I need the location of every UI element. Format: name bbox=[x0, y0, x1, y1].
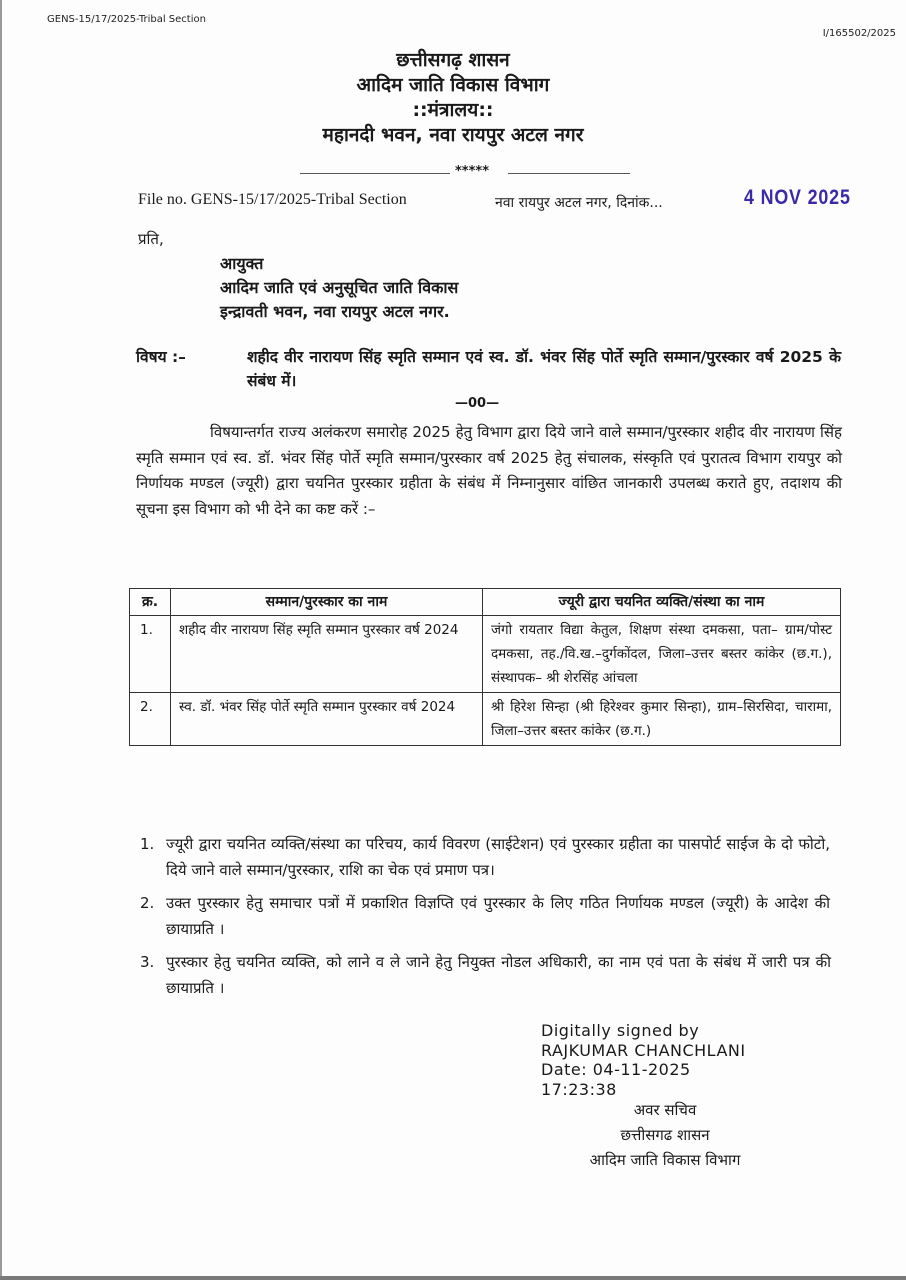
subject-divider: —00— bbox=[455, 396, 500, 411]
digital-signature-date: Date: 04-11-2025 bbox=[541, 1060, 691, 1079]
separator-stars: ***** bbox=[455, 164, 489, 179]
page-edge-bottom bbox=[0, 1276, 906, 1280]
table-row bbox=[130, 693, 841, 746]
table-header-row bbox=[130, 589, 841, 616]
file-number: File no. GENS-15/17/2025-Tribal Section bbox=[138, 191, 407, 208]
file-ref-small: GENS-15/17/2025-Tribal Section bbox=[47, 14, 206, 25]
place-date-label: नवा रायपुर अटल नगर, दिनांक... bbox=[495, 195, 663, 211]
digital-signature bbox=[541, 1021, 746, 1099]
letterhead-department: आदिम जाति विकास विभाग bbox=[356, 74, 550, 96]
requirements-list bbox=[140, 832, 830, 1009]
table-row bbox=[130, 616, 841, 693]
requirement-text: उक्त पुरस्कार हेतु समाचार पत्रों में प्रकाशित विज्ञप्ति एवं पुरस्कार के लिए गठित निर्णायक मण्डल (ज्यूरी) के आदेश की छायाप्रति । bbox=[166, 894, 830, 938]
row-serial: 2. bbox=[130, 693, 171, 746]
signatory-block bbox=[540, 1098, 790, 1173]
recipient-line: इन्द्रावती भवन, नवा रायपुर अटल नगर. bbox=[220, 302, 450, 321]
letterhead-ministry: ::मंत्रालय:: bbox=[412, 99, 494, 121]
signatory-government: छत्तीसगढ शासन bbox=[620, 1126, 710, 1144]
letterhead-separator bbox=[300, 165, 630, 179]
requirement-text: पुरस्कार हेतु चयनित व्यक्ति, को लाने व ले जाने हेतु नियुक्त नोडल अधिकारी, का नाम एवं पता के संबंध में जारी पत्र की छायाप्रति । bbox=[166, 953, 831, 997]
signatory-department: आदिम जाति विकास विभाग bbox=[589, 1151, 741, 1169]
requirement-number: 3. bbox=[140, 953, 155, 971]
digital-signature-time: 17:23:38 bbox=[541, 1079, 617, 1099]
separator-line-left bbox=[300, 173, 450, 174]
row-recipient: श्री हिरेश सिन्हा (श्री हिरेश्वर कुमार सिन्हा), ग्राम–सिरसिदा, चारामा, जिला–उत्तर बस्तर कांकेर (छ.ग.) bbox=[483, 693, 841, 746]
row-serial: 1. bbox=[130, 616, 171, 693]
recipient-prefix: प्रति, bbox=[138, 230, 164, 248]
header-recipient-name: ज्यूरी द्वारा चयनित व्यक्ति/संस्था का नाम bbox=[483, 589, 841, 616]
requirement-item bbox=[140, 950, 831, 1001]
awards-table bbox=[129, 588, 841, 746]
requirement-number: 2. bbox=[140, 894, 155, 912]
receipt-number: I/165502/2025 bbox=[822, 28, 896, 39]
separator-line-right bbox=[508, 173, 630, 174]
digital-signature-signer: RAJKUMAR CHANCHLANI bbox=[541, 1040, 746, 1060]
digital-signature-caption: Digitally signed by bbox=[541, 1021, 700, 1040]
subject bbox=[136, 345, 841, 393]
letterhead bbox=[0, 48, 906, 148]
body-paragraph: विषयान्तर्गत राज्य अलंकरण समारोह 2025 हेतु विभाग द्वारा दिये जाने वाले सम्मान/पुरस्कार शहीद वीर नारायण सिंह स्मृति सम्मान एवं स्व. डॉ. भंवर सिंह पोर्ते स्मृति सम्मान/पुरस्कार वर्ष 2025 हेतु संचालक, संस्कृति एवं पुरातत्व विभाग रायपुर को निर्णायक मण्डल (ज्यूरी) द्वारा चयनित पुरस्कार ग्रहीता के संबंध में निम्नानुसार वांछित जानकारी उपलब्ध कराते हुए, तदाशय की सूचना इस विभाग को भी देने का कष्ट करें :– bbox=[136, 423, 842, 518]
letterhead-government: छत्तीसगढ़ शासन bbox=[396, 49, 510, 71]
requirement-item bbox=[140, 891, 830, 942]
recipient-address bbox=[220, 252, 458, 324]
header-award-name: सम्मान/पुरस्कार का नाम bbox=[171, 589, 483, 616]
subject-label: विषय :– bbox=[136, 348, 186, 366]
date-stamp: 4 NOV 2025 bbox=[744, 186, 851, 209]
letterhead-address: महानदी भवन, नवा रायपुर अटल नगर bbox=[322, 124, 584, 146]
row-award-name: स्व. डॉ. भंवर सिंह पोर्ते स्मृति सम्मान पुरस्कार वर्ष 2024 bbox=[171, 693, 483, 746]
row-recipient: जंगो रायतार विद्या केतुल, शिक्षण संस्था दमकसा, पता– ग्राम/पोस्ट दमकसा, तह./वि.ख.–दुर्गकोंदल, जिला–उत्तर बस्तर कांकेर (छ.ग.), संस्थापक– श्री शेरसिंह आंचला bbox=[483, 616, 841, 693]
signatory-designation: अवर सचिव bbox=[633, 1101, 697, 1119]
row-award-name: शहीद वीर नारायण सिंह स्मृति सम्मान पुरस्कार वर्ष 2024 bbox=[171, 616, 483, 693]
requirement-item bbox=[140, 832, 830, 883]
subject-text: शहीद वीर नारायण सिंह स्मृति सम्मान एवं स्व. डॉ. भंवर सिंह पोर्ते स्मृति सम्मान/पुरस्कार वर्ष 2025 के संबंध में। bbox=[247, 348, 841, 390]
recipient-line: आदिम जाति एवं अनुसूचित जाति विकास bbox=[220, 278, 459, 297]
requirement-text: ज्यूरी द्वारा चयनित व्यक्ति/संस्था का परिचय, कार्य विवरण (साईटेशन) एवं पुरस्कार ग्रहीता का पासपोर्ट साईज के दो फोटो, दिये जाने वाले सम्मान/पुरस्कार, राशि का चेक एवं प्रमाण पत्र। bbox=[166, 835, 830, 879]
page-edge-left bbox=[0, 0, 2, 1280]
header-serial: क्र. bbox=[130, 589, 171, 616]
requirement-number: 1. bbox=[140, 835, 155, 853]
recipient-line: आयुक्त bbox=[220, 254, 264, 273]
